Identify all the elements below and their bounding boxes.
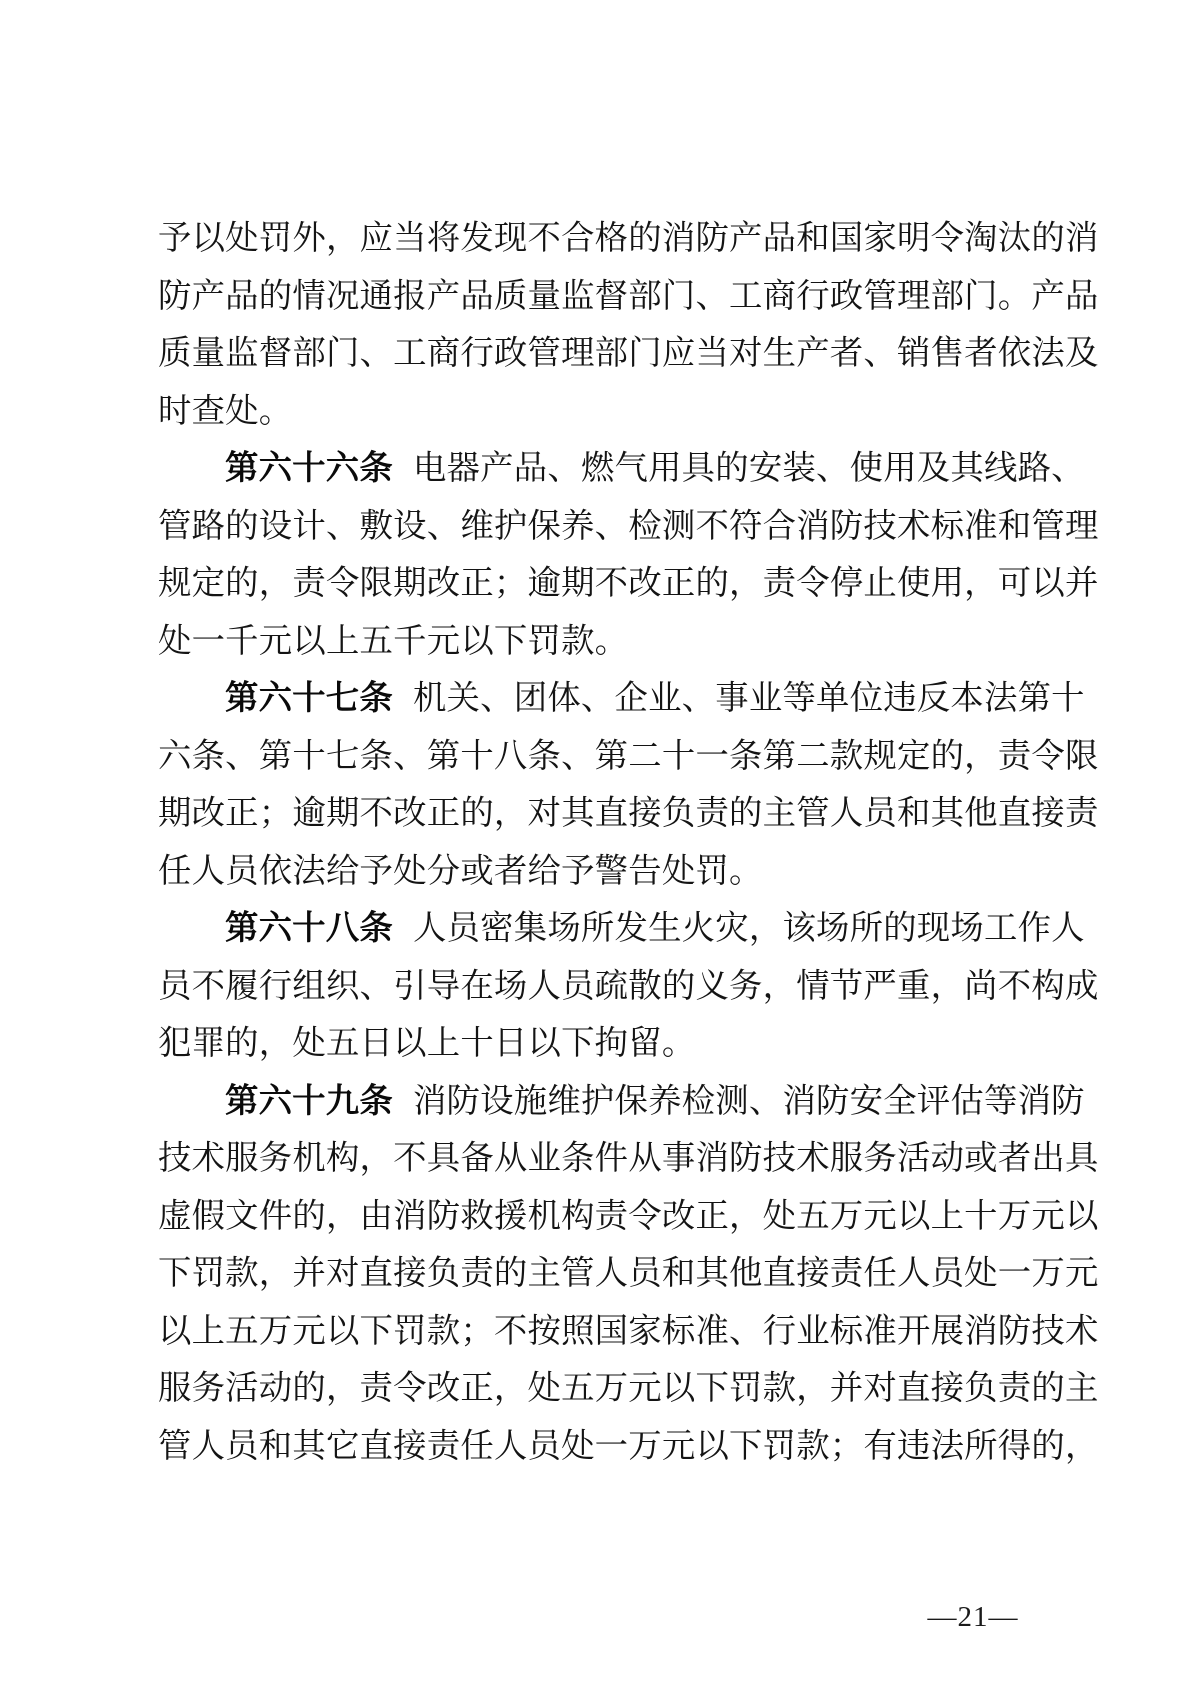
text-line: 犯罪的，处五日以上十日以下拘留。 <box>158 1025 696 1062</box>
text-line: 予以处罚外，应当将发现不合格的消防产品和国家明令淘汰的消 <box>158 220 1099 257</box>
paragraph-article-67 <box>158 670 1099 900</box>
article-number-label: 第六十八条 <box>225 910 393 947</box>
article-text: 人员密集场所发生火灾，该场所的现场工作人 <box>412 910 1085 947</box>
text-line: 质量监督部门、工商行政管理部门应当对生产者、销售者依法及 <box>158 335 1099 372</box>
text-line <box>158 670 1094 728</box>
text-line: 下罚款，并对直接负责的主管人员和其他直接责任人员处一万元 <box>158 1255 1099 1292</box>
text-line: 防产品的情况通报产品质量监督部门、工商行政管理部门。产品 <box>158 277 1099 315</box>
text-line: 时查处。 <box>158 392 293 430</box>
text-line: 规定的，责令限期改正；逾期不改正的，责令停止使用，可以并 <box>158 565 1099 602</box>
article-text: 电器产品、燃气用具的安装、使用及其线路、 <box>412 450 1085 487</box>
text-line <box>158 1073 1094 1131</box>
article-text: 机关、团体、企业、事业等单位违反本法第十 <box>412 680 1085 717</box>
paragraph-article-68 <box>158 900 1099 1073</box>
text-line: 期改正；逾期不改正的，对其直接负责的主管人员和其他直接责 <box>158 795 1099 832</box>
article-number-label: 第六十九条 <box>225 1082 393 1120</box>
text-line: 员不履行组织、引导在场人员疏散的义务，情节严重，尚不构成 <box>158 967 1099 1005</box>
text-line: 虚假文件的，由消防救援机构责令改正，处五万元以上十万元以 <box>158 1197 1099 1235</box>
text-line: 六条、第十七条、第十八条、第二十一条第二款规定的，责令限 <box>158 737 1099 775</box>
article-text: 消防设施维护保养检测、消防安全评估等消防 <box>412 1082 1085 1120</box>
paragraph-continuation <box>158 210 1099 440</box>
page-number: —21— <box>927 1601 1019 1633</box>
text-line: 任人员依法给予处分或者给予警告处罚。 <box>158 852 763 890</box>
text-line: 管人员和其它直接责任人员处一万元以下罚款；有违法所得的， <box>158 1427 1099 1465</box>
text-line <box>158 900 1094 958</box>
paragraph-article-69 <box>158 1073 1099 1476</box>
text-line: 管路的设计、敷设、维护保养、检测不符合消防技术标准和管理 <box>158 507 1099 545</box>
paragraph-article-66 <box>158 440 1099 670</box>
document-body <box>158 210 1099 1475</box>
text-line <box>158 440 1094 498</box>
article-number-label: 第六十六条 <box>225 450 393 487</box>
text-line: 服务活动的，责令改正，处五万元以下罚款，并对直接负责的主 <box>158 1370 1099 1407</box>
text-line: 以上五万元以下罚款；不按照国家标准、行业标准开展消防技术 <box>158 1312 1099 1350</box>
text-line: 处一千元以上五千元以下罚款。 <box>158 622 629 660</box>
article-number-label: 第六十七条 <box>225 680 393 717</box>
text-line: 技术服务机构，不具备从业条件从事消防技术服务活动或者出具 <box>158 1140 1099 1177</box>
